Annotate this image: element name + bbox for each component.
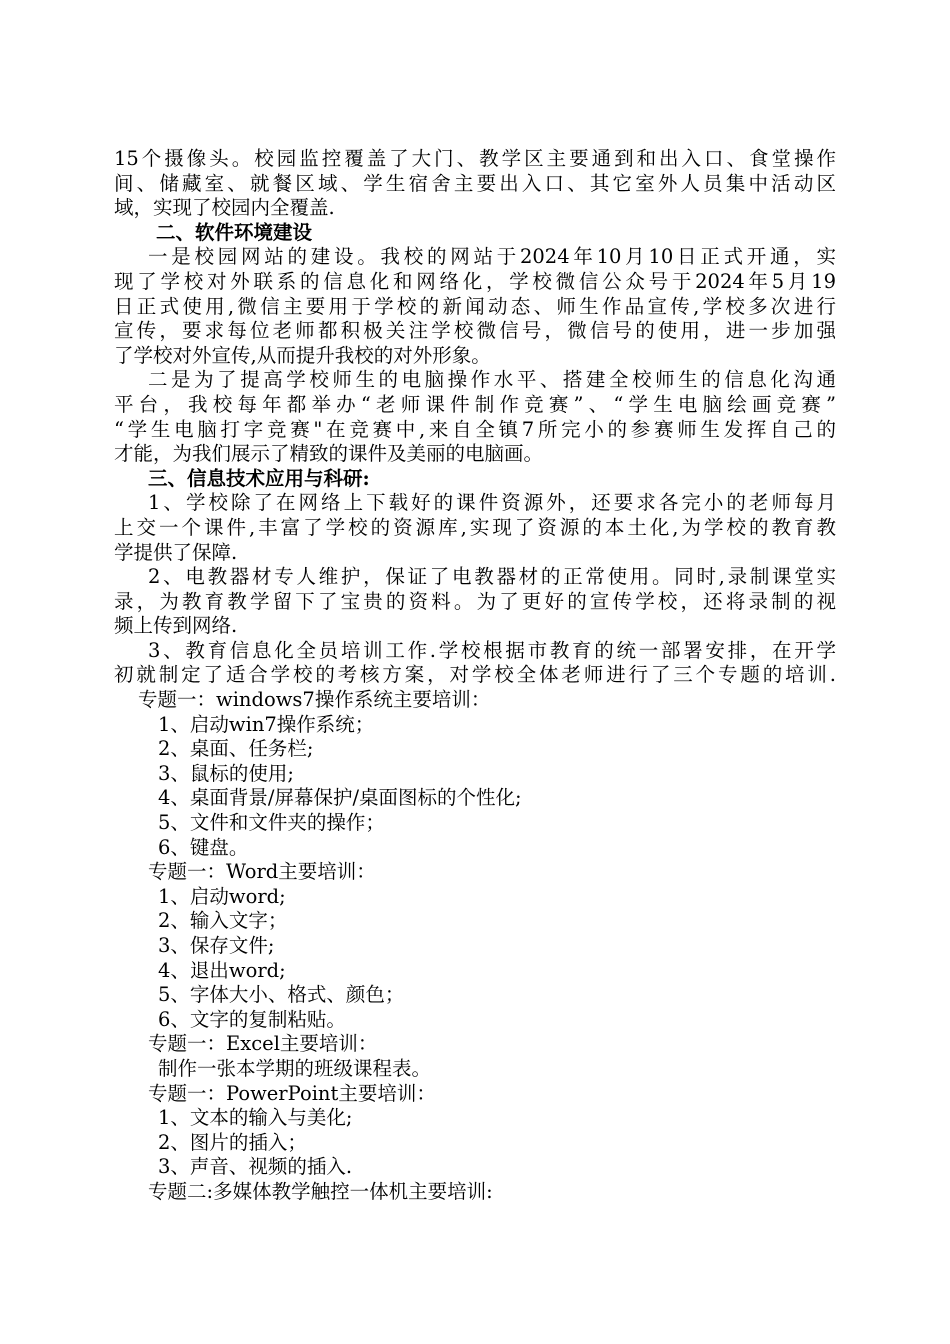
paragraph-competitions: [114, 368, 836, 466]
topic-word: [114, 860, 836, 1032]
list-item: 2、图片的插入；: [158, 1130, 307, 1154]
section-heading-software: 二、软件环境建设: [156, 220, 313, 244]
list-item: 制作一张本学期的班级课程表。: [158, 1056, 432, 1080]
list-item: 1、启动win7操作系统；: [158, 712, 375, 736]
text-line: 2、电教器材专人维护，保证了电教器材的正常使用。同时,录制课堂实: [148, 565, 836, 589]
text-line: 宣传，要求每位老师都积极关注学校微信号，微信号的使用，进一步加强: [114, 319, 836, 343]
document-page: [114, 147, 836, 1205]
list-item: 5、字体大小、格式、颜色；: [158, 983, 405, 1007]
topic-title: 专题一：PowerPoint主要培训：: [148, 1081, 436, 1105]
list-item: 1、启动word;: [158, 884, 286, 908]
text-line: 了学校对外宣传,从而提升我校的对外形象。: [114, 343, 491, 367]
paragraph-equipment: [114, 565, 836, 639]
text-line: 间、储藏室、就餐区域、学生宿舍主要出入口、其它室外人员集中活动区: [114, 171, 836, 195]
topic-title: 专题一：windows7操作系统主要培训：: [138, 688, 491, 712]
text-line: 才能，为我们展示了精致的课件及美丽的电脑画。: [114, 442, 544, 466]
list-item: 5、文件和文件夹的操作；: [158, 811, 385, 835]
list-item: 1、文本的输入与美化;: [158, 1106, 353, 1130]
list-item: 3、保存文件;: [158, 934, 275, 957]
paragraph-courseware: [114, 491, 836, 565]
topic-touchscreen: [114, 1180, 836, 1205]
list-item: 6、文字的复制粘贴。: [158, 1007, 346, 1031]
list-item: 4、退出word;: [158, 958, 286, 982]
text-line: 一是校园网站的建设。我校的网站于2024年10月10日正式开通，实: [148, 245, 836, 269]
text-line: 平台，我校每年都举办“老师课件制作竞赛”、“学生电脑绘画竞赛”: [114, 392, 836, 416]
text-line: 1、学校除了在网络上下载好的课件资源外，还要求各完小的老师每月: [148, 491, 836, 515]
text-line: 3、教育信息化全员培训工作.学校根据市教育的统一部署安排，在开学: [148, 638, 836, 662]
text-line: 学提供了保障.: [114, 540, 238, 564]
topic-title: 专题一：Word主要培训：: [148, 860, 376, 884]
text-line: 上交一个课件,丰富了学校的资源库,实现了资源的本土化,为学校的教育教: [114, 515, 836, 539]
list-item: 2、输入文字；: [158, 909, 288, 933]
topic-title: 专题一：Excel主要培训：: [148, 1032, 378, 1056]
list-item: 6、键盘。: [158, 835, 249, 859]
list-item: 3、鼠标的使用;: [158, 761, 294, 785]
text-line: 15个摄像头。校园监控覆盖了大门、教学区主要通到和出入口、食堂操作: [114, 147, 836, 170]
paragraph-website: [114, 245, 836, 368]
text-line: 录，为教育教学留下了宝贵的资料。为了更好的宣传学校，还将录制的视: [114, 589, 836, 613]
topic-title: 专题二:多媒体教学触控一体机主要培训:: [148, 1179, 493, 1203]
paragraph-training: [114, 639, 836, 688]
text-line: 初就制定了适合学校的考核方案，对学校全体老师进行了三个专题的培训.: [114, 663, 836, 687]
topic-windows7: [114, 688, 836, 860]
list-item: 3、声音、视频的插入.: [158, 1155, 353, 1179]
text-line: 频上传到网络.: [114, 614, 238, 638]
topic-excel: [114, 1032, 836, 1081]
section-heading-it-application: 三、信息技术应用与科研:: [148, 466, 370, 490]
text-line: 日正式使用,微信主要用于学校的新闻动态、师生作品宣传,学校多次进行: [114, 294, 836, 318]
text-line: 二是为了提高学校师生的电脑操作水平、搭建全校师生的信息化沟通: [148, 368, 836, 392]
list-item: 4、桌面背景/屏幕保护/桌面图标的个性化;: [158, 786, 522, 810]
list-item: 2、桌面、任务栏;: [158, 737, 314, 761]
paragraph-surveillance: [114, 147, 836, 221]
text-line: 域，实现了校园内全覆盖.: [114, 196, 335, 220]
topic-powerpoint: [114, 1082, 836, 1180]
text-line: “学生电脑打字竞赛"在竞赛中,来自全镇7所完小的参赛师生发挥自己的: [114, 417, 836, 441]
text-line: 现了学校对外联系的信息化和网络化，学校微信公众号于2024年5月19: [114, 269, 836, 293]
